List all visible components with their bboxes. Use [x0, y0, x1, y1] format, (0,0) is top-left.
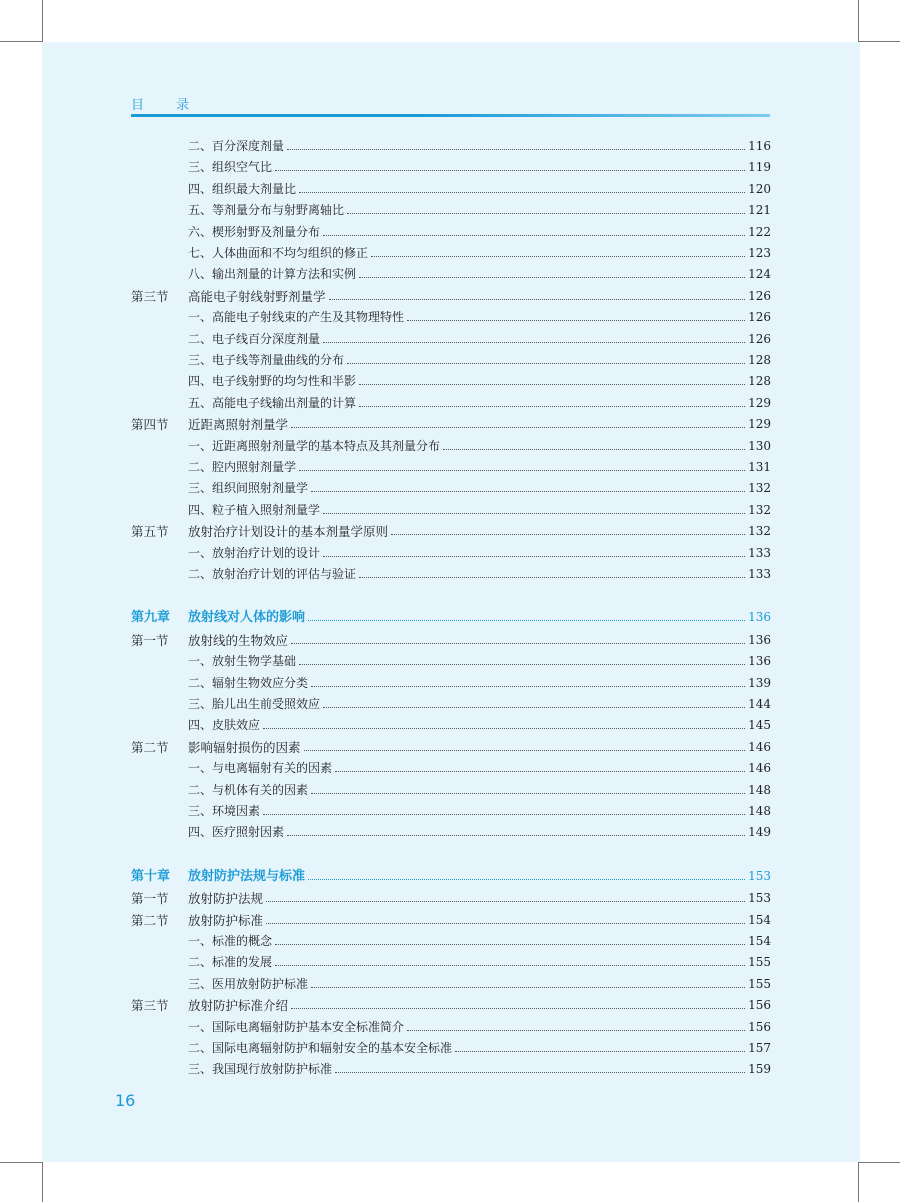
toc-page-number: 126: [748, 310, 771, 325]
toc-dot-leader: [287, 835, 745, 836]
toc-item-row[interactable]: [131, 798, 771, 819]
toc-item-title: 二、腔内照射剂量学: [188, 460, 297, 474]
toc-item-row[interactable]: [131, 304, 771, 325]
toc-dot-leader: [311, 987, 745, 988]
toc-item-row[interactable]: [131, 433, 771, 454]
toc-item-row[interactable]: [131, 475, 771, 496]
toc-page-number: 146: [748, 739, 771, 754]
toc-dot-leader: [323, 556, 745, 557]
toc-page-number: 136: [748, 610, 771, 625]
toc-entry-text: [131, 267, 356, 282]
toc-item-title: 五、等剂量分布与射野离轴比: [188, 203, 345, 218]
toc-section-title: 近距离照射剂量学: [188, 417, 289, 433]
toc-page-number: 156: [748, 998, 771, 1013]
toc-entry-text: [131, 633, 288, 648]
toc-entry-text: [131, 139, 284, 154]
toc-item-row[interactable]: [131, 712, 771, 733]
toc-item-title: 三、胎儿出生前受照效应: [188, 697, 321, 711]
toc-item-row[interactable]: [131, 368, 771, 389]
toc-dot-leader: [299, 192, 745, 193]
toc-section-row[interactable]: [131, 283, 771, 304]
toc-section-row[interactable]: [131, 518, 771, 539]
toc-dot-leader: [291, 643, 745, 644]
toc-entry-text: [131, 460, 296, 475]
toc-item-title: 四、皮肤效应: [188, 718, 261, 733]
toc-entry-text: [131, 524, 388, 539]
toc-dot-leader: [275, 965, 745, 966]
toc-item-row[interactable]: [131, 755, 771, 776]
toc-entry-text: [131, 417, 288, 432]
toc-page-number: 133: [748, 567, 771, 581]
toc-item-row[interactable]: [131, 497, 771, 518]
toc-page-number: 133: [748, 545, 771, 560]
toc-dot-leader: [323, 513, 745, 514]
toc-section-title: 放射防护法规: [188, 891, 264, 907]
toc-entry-text: [131, 783, 308, 798]
toc-page-number: 145: [748, 718, 771, 733]
toc-item-row[interactable]: [131, 670, 771, 691]
toc-section-row[interactable]: [131, 411, 771, 432]
toc-page-number: 132: [748, 524, 771, 539]
toc-entry-text: [131, 825, 284, 840]
toc-entry-text: [131, 396, 356, 411]
toc-entry-text: [131, 718, 260, 733]
toc-page-number: 157: [748, 1041, 771, 1055]
toc-item-row[interactable]: [131, 219, 771, 240]
toc-page-number: 126: [748, 331, 771, 346]
toc-item-title: 二、辐射生物效应分类: [188, 675, 309, 690]
toc-dot-leader: [443, 449, 745, 450]
toc-dot-leader: [304, 750, 746, 751]
toc-dot-leader: [263, 728, 745, 729]
toc-page-number: 153: [748, 891, 771, 906]
toc-item-row[interactable]: [131, 133, 771, 154]
toc-dot-leader: [359, 406, 745, 407]
toc-item-row[interactable]: [131, 648, 771, 669]
toc-item-title: 三、组织空气比: [188, 160, 273, 175]
toc-item-row[interactable]: [131, 561, 771, 582]
toc-item-row[interactable]: [131, 347, 771, 368]
toc-item-title: 二、国际电离辐射防护和辐射安全的基本安全标准: [188, 1041, 453, 1055]
toc-chapter-row[interactable]: [131, 604, 771, 625]
toc-item-title: 二、电子线百分深度剂量: [188, 331, 321, 346]
toc-page-number: 131: [748, 460, 771, 474]
toc-section-title: 放射线的生物效应: [188, 632, 289, 648]
toc-item-row[interactable]: [131, 819, 771, 840]
toc-entry-text: [131, 869, 305, 884]
toc-page-number: 159: [748, 1062, 771, 1077]
toc-section-label: 第三节: [131, 998, 169, 1014]
toc-page-number: 129: [748, 417, 771, 432]
toc-item-row[interactable]: [131, 1056, 771, 1077]
toc-item-title: 一、国际电离辐射防护基本安全标准简介: [188, 1019, 405, 1034]
toc-page-number: 146: [748, 761, 771, 776]
toc-item-row[interactable]: [131, 691, 771, 712]
toc-dot-leader: [323, 342, 745, 343]
toc-dot-leader: [266, 923, 745, 924]
toc-dot-leader: [311, 793, 745, 794]
toc-item-title: 三、电子线等剂量曲线的分布: [188, 353, 345, 367]
toc-item-title: 四、粒子植入照射剂量学: [188, 502, 321, 517]
toc-dot-leader: [287, 149, 745, 150]
toc-dot-leader: [308, 620, 745, 621]
toc-item-title: 一、放射治疗计划的设计: [188, 545, 321, 560]
toc-entry-text: [131, 225, 320, 240]
toc-entry-text: [131, 955, 272, 970]
toc-dot-leader: [455, 1051, 745, 1052]
toc-item-title: 一、近距离照射剂量学的基本特点及其剂量分布: [188, 438, 441, 453]
toc-entry-text: [131, 676, 308, 691]
toc-item-title: 一、高能电子射线束的产生及其物理特性: [188, 310, 405, 325]
toc-dot-leader: [299, 664, 745, 665]
toc-dot-leader: [407, 1030, 745, 1031]
toc-item-title: 二、放射治疗计划的评估与验证: [188, 567, 357, 581]
toc-section-label: 第一节: [131, 632, 169, 648]
toc-section-row[interactable]: [131, 907, 771, 928]
toc-page-number: 155: [748, 955, 771, 970]
toc-section-title: 放射防护标准: [188, 912, 264, 928]
toc-section-title: 高能电子射线射野剂量学: [188, 288, 326, 304]
toc-section-row[interactable]: [131, 627, 771, 648]
toc-entry-text: [131, 160, 272, 175]
toc-section-label: 第三节: [131, 288, 169, 304]
toc-dot-leader: [311, 686, 745, 687]
toc-item-title: 三、环境因素: [188, 804, 261, 818]
toc-entry-text: [131, 439, 440, 454]
toc-page-number: 121: [748, 203, 771, 218]
toc-page-number: 130: [748, 438, 771, 453]
toc-item-row[interactable]: [131, 777, 771, 798]
toc-dot-leader: [359, 384, 745, 385]
toc-entry-text: [131, 310, 404, 325]
toc-chapter-label: 第九章: [131, 610, 171, 626]
toc-dot-leader: [371, 256, 745, 257]
toc-entry-text: [131, 1062, 332, 1077]
toc-entry-text: [131, 804, 260, 819]
toc-item-title: 三、医用放射防护标准: [188, 976, 309, 991]
toc-item-title: 四、医疗照射因素: [188, 825, 285, 840]
toc-page-number: 132: [748, 502, 771, 517]
toc-item-title: 一、与电离辐射有关的因素: [188, 761, 333, 776]
toc-dot-leader: [329, 299, 746, 300]
toc-dot-leader: [323, 707, 745, 708]
toc-entry-text: [131, 891, 263, 906]
toc-item-title: 二、百分深度剂量: [188, 139, 285, 153]
toc-page-number: 144: [748, 697, 771, 711]
toc-page-number: 155: [748, 976, 771, 991]
toc-entry-text: [131, 203, 344, 218]
toc-entry-text: [131, 289, 326, 304]
toc-section-label: 第二节: [131, 739, 169, 755]
toc-section-label: 第一节: [131, 891, 169, 907]
toc-page-number: 120: [748, 181, 771, 196]
toc-section-title: 放射防护标准介绍: [188, 998, 289, 1014]
toc-dot-leader: [275, 944, 745, 945]
toc-dot-leader: [359, 577, 745, 578]
toc-item-title: 四、电子线射野的均匀性和半影: [188, 374, 357, 389]
toc-entry-text: [131, 246, 368, 261]
toc-dot-leader: [311, 491, 745, 492]
toc-page-number: 136: [748, 632, 771, 647]
toc-item-row[interactable]: [131, 949, 771, 970]
toc-entry-text: [131, 697, 320, 712]
toc-section-title: 影响辐射损伤的因素: [188, 739, 301, 755]
toc-page-number: 123: [748, 246, 771, 260]
toc-page-number: 119: [748, 160, 771, 175]
toc-entry-text: [131, 740, 301, 755]
toc-page-number: 128: [748, 353, 771, 367]
toc-item-title: 一、放射生物学基础: [188, 654, 297, 669]
toc-entry-text: [131, 374, 356, 389]
toc-dot-leader: [407, 320, 745, 321]
toc-page-number: 148: [748, 804, 771, 818]
toc-item-row[interactable]: [131, 390, 771, 411]
page-number: 16: [115, 1091, 136, 1110]
toc-dot-leader: [391, 534, 745, 535]
toc-item-row[interactable]: [131, 261, 771, 282]
toc-page-number: 156: [748, 1019, 771, 1034]
toc-item-title: 二、标准的发展: [188, 955, 273, 970]
toc-page-number: 154: [748, 934, 771, 948]
toc-item-title: 四、组织最大剂量比: [188, 181, 297, 196]
toc-item-row[interactable]: [131, 1035, 771, 1056]
toc-section-label: 第四节: [131, 417, 169, 433]
toc-entry-text: [131, 977, 308, 992]
toc-dot-leader: [308, 879, 745, 880]
toc-entry-text: [131, 610, 305, 625]
toc-section-row[interactable]: [131, 992, 771, 1013]
toc-page-number: 136: [748, 654, 771, 669]
toc-item-row[interactable]: [131, 540, 771, 561]
toc-item-title: 二、与机体有关的因素: [188, 782, 309, 797]
toc-entry-text: [131, 546, 320, 561]
toc-entry-text: [131, 353, 344, 368]
page-header-title: 目 录: [131, 98, 204, 113]
toc-dot-leader: [335, 771, 745, 772]
toc-item-title: 八、输出剂量的计算方法和实例: [188, 267, 357, 282]
toc-item-row[interactable]: [131, 454, 771, 475]
toc-item-title: 六、楔形射野及剂量分布: [188, 224, 321, 239]
toc-section-row[interactable]: [131, 734, 771, 755]
toc-dot-leader: [347, 363, 745, 364]
toc-page-number: 148: [748, 782, 771, 797]
toc-page-number: 153: [748, 868, 771, 883]
toc-page-number: 132: [748, 481, 771, 496]
toc-item-title: 三、组织间照射剂量学: [188, 481, 309, 496]
toc-item-title: 五、高能电子线输出剂量的计算: [188, 395, 357, 410]
toc-dot-leader: [323, 235, 745, 236]
toc-item-row[interactable]: [131, 1014, 771, 1035]
toc-entry-text: [131, 182, 296, 197]
toc-entry-text: [131, 1020, 404, 1035]
toc-section-label: 第二节: [131, 912, 169, 928]
toc-page-number: 124: [748, 267, 771, 282]
toc-item-row[interactable]: [131, 326, 771, 347]
toc-entry-text: [131, 998, 288, 1013]
toc-item-title: 三、我国现行放射防护标准: [188, 1062, 333, 1077]
toc-section-title: 放射治疗计划设计的基本剂量学原则: [188, 524, 389, 540]
toc-entry-text: [131, 481, 308, 496]
toc-item-row[interactable]: [131, 971, 771, 992]
toc-item-title: 一、标准的概念: [188, 934, 273, 948]
toc-page-number: 116: [748, 139, 771, 153]
toc-dot-leader: [291, 427, 745, 428]
toc-page-number: 139: [748, 675, 771, 690]
toc-entry-text: [131, 503, 320, 518]
toc-page-number: 149: [748, 825, 771, 840]
toc-dot-leader: [359, 277, 745, 278]
toc-page-number: 122: [748, 224, 771, 239]
toc-item-row[interactable]: [131, 197, 771, 218]
toc-section-label: 第五节: [131, 524, 169, 540]
toc-page-number: 126: [748, 288, 771, 303]
toc-entry-text: [131, 913, 263, 928]
toc-entry-text: [131, 332, 320, 347]
toc-item-row[interactable]: [131, 154, 771, 175]
toc-entry-text: [131, 934, 272, 949]
toc-dot-leader: [275, 170, 745, 171]
toc-dot-leader: [266, 901, 745, 902]
toc-chapter-title: 放射防护法规与标准: [188, 868, 306, 884]
toc-chapter-label: 第十章: [131, 868, 171, 884]
toc-entry-text: [131, 761, 332, 776]
toc-dot-leader: [347, 213, 745, 214]
toc-entry-text: [131, 654, 296, 669]
toc-page-number: 129: [748, 395, 771, 410]
toc-chapter-title: 放射线对人体的影响: [188, 610, 306, 626]
toc-dot-leader: [335, 1072, 745, 1073]
toc-dot-leader: [299, 470, 745, 471]
toc-item-row[interactable]: [131, 176, 771, 197]
toc-page-number: 154: [748, 912, 771, 927]
toc-item-row[interactable]: [131, 928, 771, 949]
toc-entry-text: [131, 567, 356, 582]
toc-page-number: 128: [748, 374, 771, 389]
toc-item-title: 七、人体曲面和不均匀组织的修正: [188, 246, 369, 260]
toc-chapter-row[interactable]: [131, 863, 771, 884]
toc-section-row[interactable]: [131, 885, 771, 906]
toc-item-row[interactable]: [131, 240, 771, 261]
toc-dot-leader: [263, 814, 745, 815]
toc-dot-leader: [291, 1008, 745, 1009]
toc-entry-text: [131, 1041, 452, 1056]
